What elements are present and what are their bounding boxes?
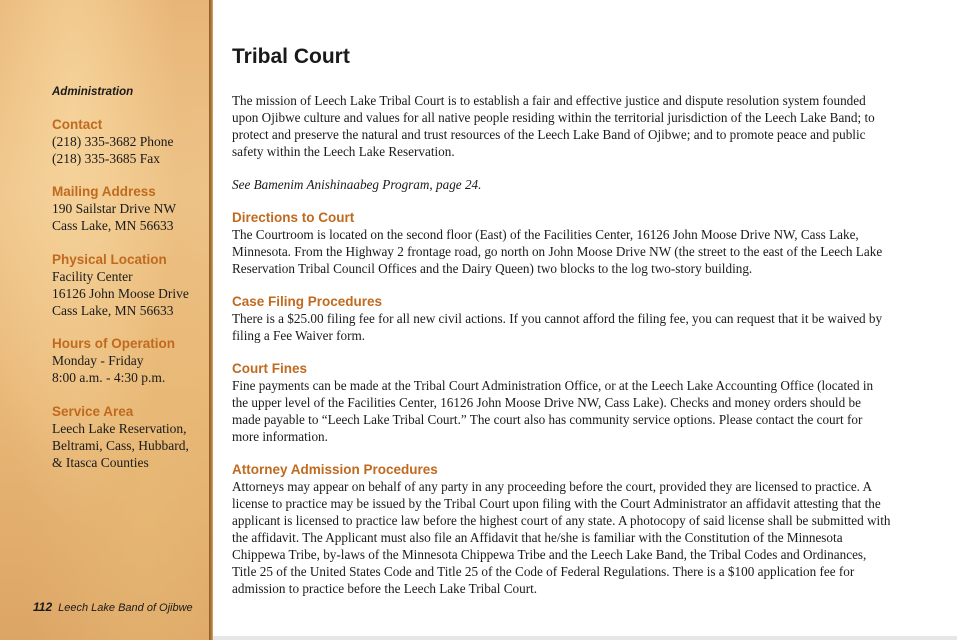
section-text: Fine payments can be made at the Tribal Court Administration Office, or at the Leech Lake Accounting Office (located in the upper level of the Facilities Center, 16126 John Moose Drive NW, Cass Lake). Checks and money orders should be made payable to “Leech Lake Tribal Court.” The court also has community service options. Please contact the court for more information. xyxy=(232,378,874,444)
sidebar xyxy=(0,0,209,640)
contact-title: Contact xyxy=(52,117,103,132)
mailing-address-line: Cass Lake, MN 56633 xyxy=(52,218,174,233)
main-content xyxy=(232,44,892,597)
section-text: The Courtroom is located on the second floor (East) of the Facilities Center, 16126 John Moose Drive NW, Cass Lake, Minnesota. From the Highway 2 frontage road, go north on John Moose Drive NW (the street to the east of the Leech Lake Reservation Tribal Council Offices and the Dairy Queen) two blocks to the log two-story building. xyxy=(232,227,883,276)
physical-location-line: Facility Center xyxy=(52,269,133,284)
contact-phone: (218) 335-3682 Phone xyxy=(52,134,174,149)
section-title: Case Filing Procedures xyxy=(232,294,383,309)
physical-location-line: Cass Lake, MN 56633 xyxy=(52,303,174,318)
section-title: Attorney Admission Procedures xyxy=(232,462,438,477)
page-number: 112 xyxy=(33,600,53,614)
hours-time: 8:00 a.m. - 4:30 p.m. xyxy=(52,370,166,385)
mission-paragraph: The mission of Leech Lake Tribal Court is to establish a fair and effective justice and dispute resolution system founded upon Ojibwe culture and values for all native people residing within the territorial jurisdiction of the Leech Lake Band; to protect and preserve the natural and trust resources of the Leech Lake Band of Ojibwe; and to promote peace and public safety within the Leech Lake Reservation. xyxy=(232,93,875,159)
hours-block xyxy=(52,335,202,386)
service-area-block xyxy=(52,403,202,471)
bottom-border xyxy=(213,636,957,640)
section-directions xyxy=(232,209,892,277)
mailing-address-title: Mailing Address xyxy=(52,184,156,199)
page-footer xyxy=(33,598,193,616)
section-attorney-admission xyxy=(232,461,892,597)
section-text: There is a $25.00 filing fee for all new civil actions. If you cannot afford the filing fee, you can request that it be waived by filing a Fee Waiver form. xyxy=(232,311,883,343)
page-title: Tribal Court xyxy=(232,45,350,68)
sidebar-edge-divider xyxy=(209,0,213,640)
section-court-fines xyxy=(232,360,892,445)
section-text: Attorneys may appear on behalf of any party in any proceeding before the court, provided they are licensed to practice. A license to practice may be issued by the Tribal Court upon filing with the Court Administrator an affidavit attesting that the applicant is licensed to practice law before the highest court of any state. A photocopy of said license shall be submitted with the affidavit. The Applicant must also file an Affidavit that he/she is familiar with the Constitution of the Minnesota Chippewa Tribe, by-laws of the Minnesota Chippewa Tribe and the Leech Lake Band, the Tribal Codes and Ordinances, Title 25 of the United States Code and Title 25 of the Code of Federal Regulations. There is a $100 application fee for admission to practice before the Leech Lake Tribal Court. xyxy=(232,479,891,596)
mailing-address-line: 190 Sailstar Drive NW xyxy=(52,201,177,216)
service-area-line: Leech Lake Reservation, xyxy=(52,421,187,436)
section-title: Court Fines xyxy=(232,361,308,376)
hours-days: Monday - Friday xyxy=(52,353,144,368)
contact-fax: (218) 335-3685 Fax xyxy=(52,151,160,166)
physical-location-line: 16126 John Moose Drive xyxy=(52,286,189,301)
sidebar-heading: Administration xyxy=(52,86,134,98)
section-title: Directions to Court xyxy=(232,210,355,225)
section-case-filing xyxy=(232,293,892,344)
see-also-note: See Bamenim Anishinaabeg Program, page 24. xyxy=(232,177,482,192)
hours-title: Hours of Operation xyxy=(52,336,176,351)
service-area-line: & Itasca Counties xyxy=(52,455,149,470)
service-area-title: Service Area xyxy=(52,404,134,419)
footer-label: Leech Lake Band of Ojibwe xyxy=(58,602,193,614)
service-area-line: Beltrami, Cass, Hubbard, xyxy=(52,438,189,453)
physical-location-block xyxy=(52,251,202,319)
physical-location-title: Physical Location xyxy=(52,252,167,267)
contact-block xyxy=(52,116,202,167)
mailing-address-block xyxy=(52,183,202,234)
